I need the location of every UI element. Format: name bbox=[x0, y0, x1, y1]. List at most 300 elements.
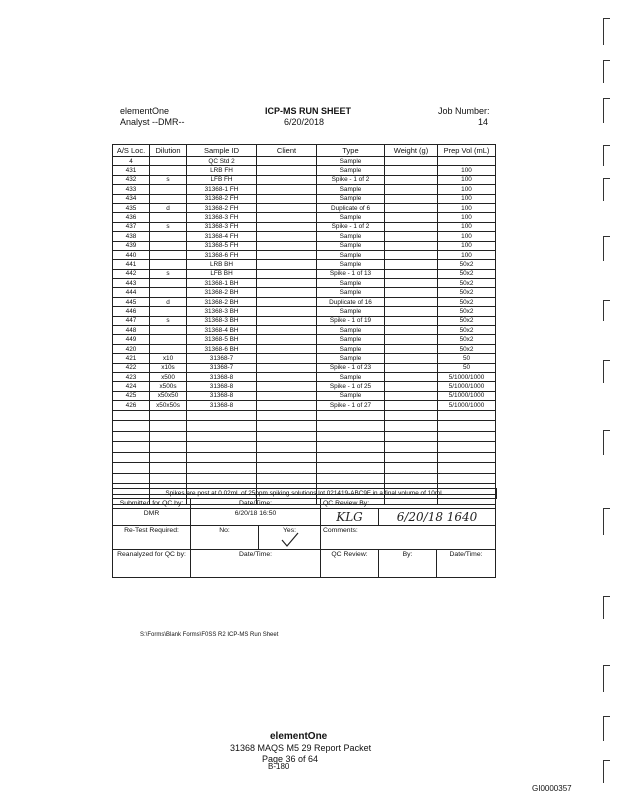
empty-cell bbox=[113, 463, 150, 474]
table-cell: x10 bbox=[150, 354, 187, 363]
table-cell: Sample bbox=[317, 279, 385, 288]
table-cell bbox=[257, 194, 317, 203]
table-cell: Spike - 1 of 2 bbox=[317, 175, 385, 184]
submitted-for-qc-label: Submitted for QC by: bbox=[113, 499, 191, 509]
empty-row bbox=[113, 431, 496, 442]
table-cell: 31368-2 BH bbox=[187, 297, 257, 306]
empty-cell bbox=[317, 410, 385, 421]
empty-cell bbox=[187, 410, 257, 421]
report-packet: 31368 MAQS M5 29 Report Packet bbox=[230, 743, 372, 753]
scan-edge-mark bbox=[603, 760, 610, 783]
table-header-row bbox=[113, 145, 496, 157]
scan-edge-mark bbox=[603, 508, 610, 535]
table-cell bbox=[385, 401, 438, 410]
footer-brand: elementOne bbox=[270, 731, 328, 742]
table-cell bbox=[150, 288, 187, 297]
table-row bbox=[113, 185, 496, 194]
table-cell bbox=[385, 194, 438, 203]
table-cell: Sample bbox=[317, 166, 385, 175]
table-cell: 31368-3 BH bbox=[187, 316, 257, 325]
table-cell: LFB FH bbox=[187, 175, 257, 184]
table-cell: 31368-7 bbox=[187, 354, 257, 363]
table-cell: 444 bbox=[113, 288, 150, 297]
table-cell: 31368-2 FH bbox=[187, 194, 257, 203]
table-cell: 31368-4 FH bbox=[187, 232, 257, 241]
empty-cell bbox=[257, 473, 317, 484]
table-cell: 448 bbox=[113, 326, 150, 335]
table-cell bbox=[257, 232, 317, 241]
page-number: Page 36 of 64 bbox=[262, 754, 319, 764]
table-cell bbox=[385, 185, 438, 194]
table-cell bbox=[257, 185, 317, 194]
table-cell: 31368-7 bbox=[187, 363, 257, 372]
date-time-label-2: Date/Time: bbox=[437, 550, 496, 578]
empty-cell bbox=[317, 463, 385, 474]
table-cell bbox=[257, 250, 317, 259]
table-cell bbox=[257, 166, 317, 175]
table-cell bbox=[257, 260, 317, 269]
table-cell bbox=[150, 185, 187, 194]
column-header: Dilution bbox=[150, 145, 187, 157]
analyst-label: Analyst --DMR-- bbox=[120, 117, 185, 127]
table-cell bbox=[257, 354, 317, 363]
table-cell bbox=[150, 250, 187, 259]
empty-cell bbox=[257, 442, 317, 453]
table-cell: 50 bbox=[438, 354, 496, 363]
table-cell: 31368-8 bbox=[187, 382, 257, 391]
table-cell bbox=[257, 363, 317, 372]
table-cell: 31368-3 FH bbox=[187, 213, 257, 222]
table-row bbox=[113, 194, 496, 203]
empty-row bbox=[113, 452, 496, 463]
table-cell: 31368-4 BH bbox=[187, 326, 257, 335]
table-cell bbox=[257, 391, 317, 400]
table-cell: 5/1000/1000 bbox=[438, 401, 496, 410]
table-cell: 50x2 bbox=[438, 260, 496, 269]
table-cell bbox=[385, 232, 438, 241]
table-cell: 446 bbox=[113, 307, 150, 316]
table-cell: 421 bbox=[113, 354, 150, 363]
table-row bbox=[113, 288, 496, 297]
table-row bbox=[113, 363, 496, 372]
empty-cell bbox=[113, 442, 150, 453]
table-cell: Sample bbox=[317, 344, 385, 353]
scan-edge-mark bbox=[603, 596, 610, 619]
table-cell bbox=[150, 344, 187, 353]
table-cell: 31368-5 FH bbox=[187, 241, 257, 250]
table-cell: QC Std 2 bbox=[187, 157, 257, 166]
table-cell: 445 bbox=[113, 297, 150, 306]
column-header: Type bbox=[317, 145, 385, 157]
table-cell bbox=[257, 269, 317, 278]
reanalyzed-date-time-label: Date/Time: bbox=[191, 550, 321, 578]
table-cell: 100 bbox=[438, 241, 496, 250]
scan-edge-mark bbox=[603, 300, 610, 321]
table-cell: 434 bbox=[113, 194, 150, 203]
table-cell bbox=[257, 222, 317, 231]
empty-cell bbox=[317, 421, 385, 432]
empty-cell bbox=[187, 421, 257, 432]
table-cell: 31368-1 FH bbox=[187, 185, 257, 194]
table-cell: 100 bbox=[438, 185, 496, 194]
table-cell: Sample bbox=[317, 250, 385, 259]
table-cell: 441 bbox=[113, 260, 150, 269]
empty-cell bbox=[438, 463, 496, 474]
column-header: Prep Vol (mL) bbox=[438, 145, 496, 157]
table-cell: 31368-6 BH bbox=[187, 344, 257, 353]
table-cell bbox=[257, 203, 317, 212]
table-cell: 31368-6 FH bbox=[187, 250, 257, 259]
column-header: Client bbox=[257, 145, 317, 157]
empty-cell bbox=[317, 442, 385, 453]
empty-cell bbox=[317, 452, 385, 463]
table-cell: 100 bbox=[438, 222, 496, 231]
table-cell bbox=[385, 335, 438, 344]
table-cell: LRB FH bbox=[187, 166, 257, 175]
table-cell: x50x50s bbox=[150, 401, 187, 410]
empty-cell bbox=[150, 442, 187, 453]
comments-label: Comments: bbox=[321, 526, 496, 550]
table-cell: 424 bbox=[113, 382, 150, 391]
checkmark-icon bbox=[280, 532, 300, 548]
table-cell: 5/1000/1000 bbox=[438, 372, 496, 381]
table-cell bbox=[257, 335, 317, 344]
table-row bbox=[113, 241, 496, 250]
empty-cell bbox=[150, 452, 187, 463]
table-cell bbox=[385, 391, 438, 400]
table-cell bbox=[150, 232, 187, 241]
table-cell bbox=[385, 175, 438, 184]
empty-cell bbox=[438, 473, 496, 484]
table-body bbox=[113, 157, 496, 505]
table-cell: Sample bbox=[317, 232, 385, 241]
table-cell bbox=[257, 297, 317, 306]
table-row bbox=[113, 354, 496, 363]
table-row bbox=[113, 175, 496, 184]
empty-cell bbox=[257, 421, 317, 432]
table-cell: 433 bbox=[113, 185, 150, 194]
table-cell: 432 bbox=[113, 175, 150, 184]
table-row bbox=[113, 335, 496, 344]
table-cell: 435 bbox=[113, 203, 150, 212]
table-row bbox=[113, 316, 496, 325]
table-cell: 437 bbox=[113, 222, 150, 231]
table-cell bbox=[385, 260, 438, 269]
scan-edge-mark bbox=[603, 145, 610, 166]
scan-edge-mark bbox=[603, 60, 610, 83]
table-cell: 31368-3 FH bbox=[187, 222, 257, 231]
empty-cell bbox=[438, 452, 496, 463]
table-cell: 50x2 bbox=[438, 279, 496, 288]
retest-yes-label: Yes: bbox=[283, 527, 296, 534]
empty-cell bbox=[187, 473, 257, 484]
table-cell bbox=[438, 157, 496, 166]
table-cell: d bbox=[150, 203, 187, 212]
table-cell: 4 bbox=[113, 157, 150, 166]
table-cell bbox=[150, 213, 187, 222]
submitted-date-value: 6/20/18 16:50 bbox=[191, 509, 321, 526]
table-cell: Sample bbox=[317, 391, 385, 400]
table-cell: 31368-3 BH bbox=[187, 307, 257, 316]
table-row bbox=[113, 401, 496, 410]
table-cell bbox=[257, 307, 317, 316]
qc-review-label: QC Review: bbox=[321, 550, 379, 578]
table-row bbox=[113, 213, 496, 222]
empty-row bbox=[113, 473, 496, 484]
scan-edge-mark bbox=[603, 665, 610, 692]
table-cell bbox=[150, 307, 187, 316]
table-cell: 422 bbox=[113, 363, 150, 372]
empty-cell bbox=[150, 473, 187, 484]
empty-cell bbox=[257, 431, 317, 442]
empty-cell bbox=[385, 421, 438, 432]
bates-number: B-180 bbox=[268, 762, 290, 771]
reanalyzed-for-qc-label: Reanalyzed for QC by: bbox=[113, 550, 191, 578]
table-cell: 31368-2 FH bbox=[187, 203, 257, 212]
table-cell: 31368-5 BH bbox=[187, 335, 257, 344]
table-cell bbox=[385, 241, 438, 250]
retest-no-label: No: bbox=[191, 526, 259, 550]
table-cell: Duplicate of 6 bbox=[317, 203, 385, 212]
table-cell: 100 bbox=[438, 194, 496, 203]
table-cell: 5/1000/1000 bbox=[438, 382, 496, 391]
form-file-path: S:\Forms\Blank Forms\F0SS R2 ICP-MS Run Sheet bbox=[140, 632, 279, 638]
table-cell: 100 bbox=[438, 166, 496, 175]
table-cell: Sample bbox=[317, 372, 385, 381]
table-row bbox=[113, 269, 496, 278]
table-cell: Sample bbox=[317, 335, 385, 344]
table-row bbox=[113, 166, 496, 175]
empty-cell bbox=[257, 463, 317, 474]
table-cell bbox=[385, 372, 438, 381]
table-cell: 50 bbox=[438, 363, 496, 372]
document-id: GI0000357 bbox=[532, 784, 572, 793]
table-row bbox=[113, 344, 496, 353]
table-cell: 50x2 bbox=[438, 297, 496, 306]
table-cell bbox=[385, 269, 438, 278]
table-cell: Sample bbox=[317, 241, 385, 250]
empty-cell bbox=[385, 463, 438, 474]
empty-cell bbox=[385, 442, 438, 453]
table-cell bbox=[385, 297, 438, 306]
table-cell: Spike - 1 of 19 bbox=[317, 316, 385, 325]
table-cell: 426 bbox=[113, 401, 150, 410]
by-label: By: bbox=[379, 550, 437, 578]
table-cell bbox=[257, 213, 317, 222]
empty-cell bbox=[385, 473, 438, 484]
table-row bbox=[113, 203, 496, 212]
table-cell: 420 bbox=[113, 344, 150, 353]
table-cell: Spike - 1 of 13 bbox=[317, 269, 385, 278]
job-number: 14 bbox=[478, 117, 489, 127]
table-row bbox=[113, 222, 496, 231]
table-cell bbox=[150, 279, 187, 288]
empty-cell bbox=[113, 431, 150, 442]
table-cell bbox=[257, 401, 317, 410]
table-cell bbox=[257, 157, 317, 166]
table-cell: 431 bbox=[113, 166, 150, 175]
empty-cell bbox=[187, 442, 257, 453]
empty-cell bbox=[113, 452, 150, 463]
table-cell bbox=[385, 344, 438, 353]
table-cell bbox=[257, 288, 317, 297]
table-cell bbox=[385, 326, 438, 335]
page-title: ICP-MS RUN SHEET bbox=[265, 106, 352, 116]
table-cell: 31368-8 bbox=[187, 372, 257, 381]
table-cell: LRB BH bbox=[187, 260, 257, 269]
table-cell: 31368-8 bbox=[187, 401, 257, 410]
table-cell: 447 bbox=[113, 316, 150, 325]
empty-row bbox=[113, 442, 496, 453]
table-cell: Sample bbox=[317, 194, 385, 203]
empty-cell bbox=[257, 452, 317, 463]
table-cell: 50x2 bbox=[438, 344, 496, 353]
run-sheet-table bbox=[112, 144, 496, 505]
table-cell bbox=[385, 307, 438, 316]
table-cell: s bbox=[150, 316, 187, 325]
table-cell: 100 bbox=[438, 175, 496, 184]
table-row bbox=[113, 297, 496, 306]
empty-cell bbox=[385, 431, 438, 442]
table-cell: 50x2 bbox=[438, 326, 496, 335]
table-cell: 423 bbox=[113, 372, 150, 381]
table-cell: Spike - 1 of 25 bbox=[317, 382, 385, 391]
table-cell: 50x2 bbox=[438, 335, 496, 344]
empty-cell bbox=[438, 431, 496, 442]
column-header: A/S Loc. bbox=[113, 145, 150, 157]
empty-cell bbox=[150, 410, 187, 421]
table-cell: s bbox=[150, 222, 187, 231]
scan-edge-mark bbox=[603, 178, 610, 201]
table-cell: 50x2 bbox=[438, 269, 496, 278]
table-cell bbox=[150, 194, 187, 203]
empty-cell bbox=[438, 421, 496, 432]
table-cell: 5/1000/1000 bbox=[438, 391, 496, 400]
table-cell: x50x50 bbox=[150, 391, 187, 400]
table-cell bbox=[257, 372, 317, 381]
table-cell: Sample bbox=[317, 213, 385, 222]
table-cell bbox=[385, 213, 438, 222]
empty-cell bbox=[150, 431, 187, 442]
table-row bbox=[113, 250, 496, 259]
empty-cell bbox=[317, 473, 385, 484]
table-cell: 50x2 bbox=[438, 316, 496, 325]
table-cell bbox=[385, 279, 438, 288]
table-cell bbox=[385, 363, 438, 372]
table-row bbox=[113, 382, 496, 391]
empty-row bbox=[113, 421, 496, 432]
empty-cell bbox=[113, 473, 150, 484]
table-row bbox=[113, 326, 496, 335]
table-cell: Sample bbox=[317, 157, 385, 166]
qc-reviewer-signature: KLG bbox=[321, 509, 379, 526]
table-cell: 425 bbox=[113, 391, 150, 400]
retest-required-label: Re-Test Required: bbox=[113, 526, 191, 550]
table-cell bbox=[150, 166, 187, 175]
table-cell bbox=[150, 335, 187, 344]
qc-review-by-label: QC Review By: bbox=[321, 499, 496, 509]
empty-cell bbox=[150, 421, 187, 432]
table-cell: Sample bbox=[317, 307, 385, 316]
qc-review-datetime-signature: 6/20/18 1640 bbox=[379, 509, 496, 526]
run-date: 6/20/2018 bbox=[284, 117, 325, 127]
table-cell: 439 bbox=[113, 241, 150, 250]
table-cell: 438 bbox=[113, 232, 150, 241]
table-cell: Sample bbox=[317, 326, 385, 335]
table-cell: Spike - 1 of 27 bbox=[317, 401, 385, 410]
job-number-label: Job Number: bbox=[438, 106, 490, 116]
submitted-by-value: DMR bbox=[113, 509, 191, 526]
scan-edge-mark bbox=[603, 360, 610, 383]
empty-cell bbox=[150, 463, 187, 474]
scan-edge-mark bbox=[603, 18, 610, 45]
empty-cell bbox=[385, 410, 438, 421]
table-cell: s bbox=[150, 269, 187, 278]
table-cell: x500 bbox=[150, 372, 187, 381]
table-cell bbox=[385, 203, 438, 212]
spikes-note: Spikes are post at 0.02mL of 25ppm spiking solutions lot 021419-ABC9F in a final volume of 10mL bbox=[112, 488, 497, 499]
table-cell: 443 bbox=[113, 279, 150, 288]
table-cell: 442 bbox=[113, 269, 150, 278]
table-cell: 31368-8 bbox=[187, 391, 257, 400]
retest-yes-cell bbox=[259, 526, 321, 550]
empty-row bbox=[113, 463, 496, 474]
table-cell: Spike - 1 of 23 bbox=[317, 363, 385, 372]
table-row bbox=[113, 232, 496, 241]
table-cell bbox=[150, 326, 187, 335]
table-cell: d bbox=[150, 297, 187, 306]
table-cell bbox=[257, 241, 317, 250]
table-cell bbox=[257, 316, 317, 325]
empty-cell bbox=[438, 442, 496, 453]
table-cell bbox=[257, 344, 317, 353]
table-cell: Sample bbox=[317, 185, 385, 194]
empty-cell bbox=[113, 410, 150, 421]
table-row bbox=[113, 307, 496, 316]
table-cell: 436 bbox=[113, 213, 150, 222]
table-cell bbox=[385, 354, 438, 363]
table-cell: 100 bbox=[438, 250, 496, 259]
table-cell: x500s bbox=[150, 382, 187, 391]
table-cell bbox=[257, 279, 317, 288]
date-time-label: Date/Time: bbox=[191, 499, 321, 509]
column-header: Sample ID bbox=[187, 145, 257, 157]
company-name: elementOne bbox=[120, 106, 170, 116]
scan-edge-mark bbox=[603, 236, 610, 261]
table-row bbox=[113, 279, 496, 288]
empty-cell bbox=[187, 463, 257, 474]
table-cell bbox=[385, 288, 438, 297]
table-row bbox=[113, 157, 496, 166]
table-cell bbox=[150, 157, 187, 166]
table-cell bbox=[385, 222, 438, 231]
table-cell bbox=[257, 326, 317, 335]
table-cell: 100 bbox=[438, 232, 496, 241]
table-cell bbox=[257, 382, 317, 391]
scan-edge-mark bbox=[603, 716, 610, 741]
scan-edge-mark bbox=[603, 98, 610, 123]
empty-cell bbox=[113, 421, 150, 432]
empty-cell bbox=[438, 410, 496, 421]
table-cell: 440 bbox=[113, 250, 150, 259]
table-row bbox=[113, 391, 496, 400]
table-cell: x10s bbox=[150, 363, 187, 372]
table-cell bbox=[385, 157, 438, 166]
table-cell: 31368-2 BH bbox=[187, 288, 257, 297]
empty-cell bbox=[187, 452, 257, 463]
table-cell: Sample bbox=[317, 260, 385, 269]
table-cell bbox=[385, 382, 438, 391]
